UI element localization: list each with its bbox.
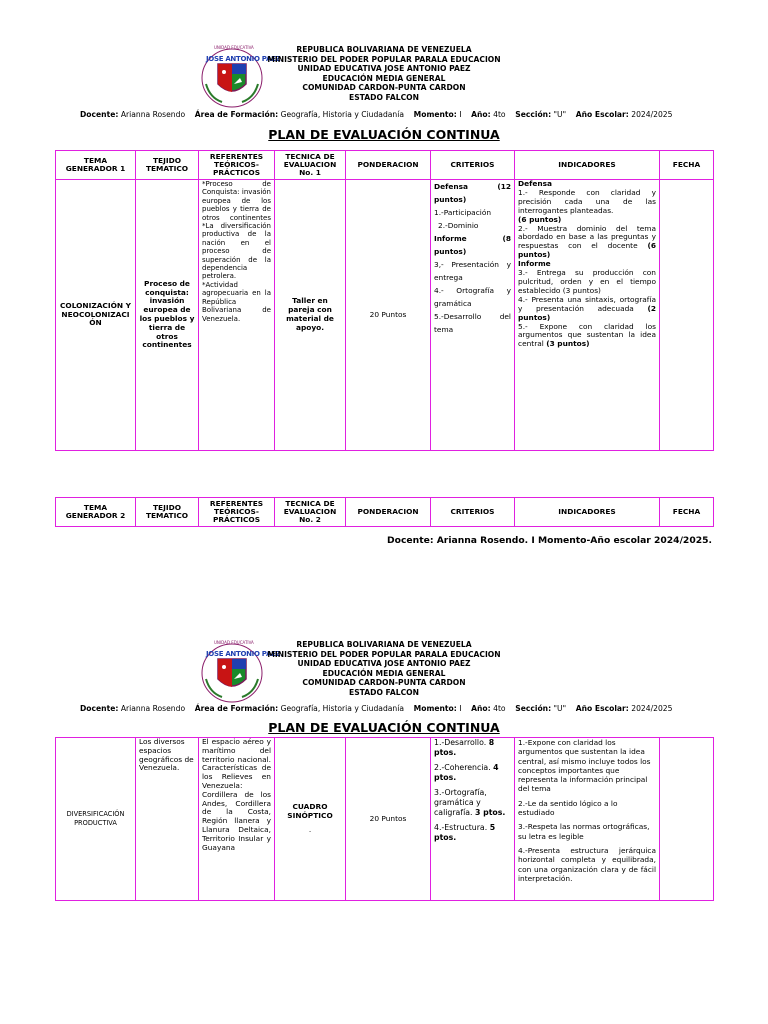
momento-value: I	[459, 110, 462, 119]
col-header: INDICADORES	[515, 151, 660, 180]
anio-value: 4to	[493, 704, 506, 713]
indicador-item	[518, 296, 656, 323]
criterio-item: 1.-Participación	[434, 208, 492, 217]
header-line: REPUBLICA BOLIVARIANA DE VENEZUELA	[296, 45, 472, 54]
indicador-points: (2 puntos)	[518, 303, 657, 322]
criterio-text: 1.-Desarrollo.	[434, 738, 487, 747]
fecha-cell	[660, 180, 714, 451]
docente-label: Docente:	[80, 110, 119, 119]
col-header: FECHA	[660, 151, 714, 180]
info-line	[80, 704, 672, 713]
header-line: COMUNIDAD CARDON-PUNTA CARDON	[302, 83, 466, 92]
escolar-value: 2024/2025	[631, 110, 673, 119]
header-line: EDUCACIÓN MEDIA GENERAL	[322, 73, 446, 83]
area-value: Geografía, Historia y Ciudadanía	[280, 110, 405, 119]
criterio-item: 3,- Presentación y entrega	[434, 260, 511, 282]
docente-value: Arianna Rosendo	[120, 110, 186, 119]
logo-arc-text: JOSE ANTONIO PAEZ	[206, 55, 281, 63]
col-header: TECNICA DE EVALUACION No. 1	[275, 151, 346, 180]
logo-top-text: UNIDAD EDUCATIVA	[214, 45, 254, 50]
indicador-text: 4.- Presenta una sintaxis, ortografía y presentación adecuada	[518, 294, 656, 313]
area-label: Área de Formación:	[194, 110, 279, 119]
indicador-points: (3 puntos)	[546, 339, 590, 349]
col-header: TEMA GENERADOR 1	[56, 151, 136, 180]
criterio-group: Informe (8 puntos)	[434, 234, 511, 256]
plan-title: PLAN DE EVALUACIÓN CONTINUA	[268, 720, 500, 735]
header-line: REPUBLICA BOLIVARIANA DE VENEZUELA	[296, 640, 472, 649]
criterio-group: Defensa (12 puntos)	[434, 182, 511, 204]
anio-label: Año:	[471, 110, 491, 119]
seccion-value: "U"	[553, 110, 567, 119]
table-row	[56, 180, 714, 451]
momento-value: I	[459, 704, 462, 713]
header-line: ESTADO FALCON	[349, 92, 419, 102]
tecnica-cell: Taller en pareja con material de apoyo.	[275, 180, 346, 451]
col-header: PONDERACION	[346, 498, 431, 527]
fecha-cell	[660, 738, 714, 901]
tejido-cell: Proceso de conquista: invasión europea de los pueblos y tierra de otros continentes	[136, 180, 199, 451]
indicador-item: 1.- Responde con claridad y precisión cada una de las interrogantes planteadas.	[518, 187, 656, 215]
criterio-item	[434, 788, 511, 818]
header-line: COMUNIDAD CARDON-PUNTA CARDON	[302, 678, 466, 687]
criterio-item	[434, 763, 511, 783]
col-header: TEMA GENERADOR 2	[56, 498, 136, 527]
criterio-text: 3.-Ortografía, gramática y caligrafía.	[434, 788, 487, 817]
docente-label: Docente:	[80, 704, 119, 713]
tema-cell: DIVERSIFICACIÓN PRODUCTIVA	[56, 738, 136, 901]
logo-top-text: UNIDAD EDUCATIVA	[214, 640, 254, 645]
criterio-item	[434, 823, 511, 843]
evaluation-table-3	[55, 737, 714, 901]
momento-label: Momento:	[413, 704, 457, 713]
col-header: REFERENTES TEÓRICOS-PRÁCTICOS	[199, 151, 275, 180]
tejido-cell: Los diversos espacios geográficos de Venezuela.	[136, 738, 199, 901]
criterio-item: 5.-Desarrollo del tema	[434, 312, 511, 334]
ponderacion-cell: 20 Puntos	[346, 738, 431, 901]
indicador-group: Informe	[518, 259, 551, 269]
table-header-row	[56, 498, 714, 527]
col-header: REFERENTES TEÓRICOS-PRÁCTICOS	[199, 498, 275, 527]
anio-label: Año:	[471, 704, 491, 713]
indicador-points: (6 puntos)	[518, 241, 656, 260]
criterios-cell	[431, 738, 515, 901]
header-line: UNIDAD EDUCATIVA JOSE ANTONIO PAEZ	[297, 64, 471, 73]
indicador-item	[518, 225, 656, 261]
criterios-cell	[431, 180, 515, 451]
area-value: Geografía, Historia y Ciudadanía	[280, 704, 405, 713]
indicador-item: 1.-Expone con claridad los argumentos que sustentan la idea central, así mismo incluye todos los conceptos importantes que representa la información principal del tema	[518, 738, 651, 794]
col-header: PONDERACION	[346, 151, 431, 180]
header-line: ESTADO FALCON	[349, 687, 419, 697]
header-line: MINISTERIO DEL PODER POPULAR PARALA EDUCACION	[267, 649, 501, 659]
momento-label: Momento:	[413, 110, 457, 119]
institution-header	[0, 640, 768, 697]
indicador-item: 3.- Entrega su producción con pulcritud, orden y en el tiempo establecido (3 puntos)	[518, 268, 656, 295]
institution-header	[0, 45, 768, 102]
criterio-text: 4.-Estructura.	[434, 823, 488, 832]
indicador-item: 3.-Respeta las normas ortográficas, su letra es legible	[518, 822, 650, 841]
anio-value: 4to	[493, 110, 506, 119]
tecnica-text: CUADRO SINÓPTICO	[287, 801, 333, 820]
info-line	[80, 110, 672, 119]
criterio-item: 4.- Ortografía y gramática	[434, 286, 511, 308]
criterio-points: 8 ptos.	[434, 738, 495, 757]
criterio-points: 3 ptos.	[474, 808, 506, 817]
area-label: Área de Formación:	[194, 704, 279, 713]
tema-cell: COLONIZACIÓN Y NEOCOLONIZACIÓN	[56, 180, 136, 451]
indicador-text: 2.- Muestra dominio del tema abordado en base a las preguntas y respuestas con el docente	[518, 223, 656, 251]
evaluation-table-1	[55, 150, 714, 451]
referentes-cell: *Proceso de Conquista: invasión europea de los pueblos y tierra de otros continentes *La diversificación productiva de la nación en el proceso de superación de la dependencia petrolera. *Actividad agropecuaria en la República Bolivariana de Venezuela.	[199, 180, 275, 451]
indicador-text: 5.- Expone con claridad los argumentos que sustentan la idea central	[518, 321, 656, 349]
header-line: MINISTERIO DEL PODER POPULAR PARALA EDUCACION	[267, 54, 501, 64]
header-line: EDUCACIÓN MEDIA GENERAL	[322, 668, 446, 678]
escolar-label: Año Escolar:	[575, 110, 629, 119]
plan-title: PLAN DE EVALUACIÓN CONTINUA	[268, 127, 500, 142]
escolar-label: Año Escolar:	[575, 704, 629, 713]
seccion-label: Sección:	[515, 704, 552, 713]
indicadores-cell	[515, 180, 660, 451]
criterio-points: 5 ptos.	[434, 823, 496, 842]
table-row	[56, 738, 714, 901]
ponderacion-cell: 20 Puntos	[346, 180, 431, 451]
seccion-value: "U"	[553, 704, 567, 713]
indicador-item: 4.-Presenta estructura jerárquica horizontal completa y equilibrada, con una organización clara y de fácil interpretación.	[518, 845, 656, 883]
escolar-value: 2024/2025	[631, 704, 673, 713]
criterio-item: 2.-Dominio	[438, 221, 479, 230]
col-header: CRITERIOS	[431, 151, 515, 180]
col-header: INDICADORES	[515, 498, 660, 527]
seccion-label: Sección:	[515, 110, 552, 119]
indicadores-cell	[515, 738, 660, 901]
indicador-item: 2.-Le da sentido lógico a lo estudiado	[518, 798, 618, 818]
indicador-item	[518, 323, 656, 350]
col-header: TEJIDO TEMATICO	[136, 151, 199, 180]
col-header: TEJIDO TEMATICO	[136, 498, 199, 527]
col-header: TECNICA DE EVALUACION No. 2	[275, 498, 346, 527]
criterio-item	[434, 738, 511, 758]
footer-docente: Docente: Arianna Rosendo. I Momento-Año escolar 2024/2025.	[387, 535, 712, 546]
criterio-text: 2.-Coherencia.	[434, 763, 491, 772]
col-header: FECHA	[660, 498, 714, 527]
evaluation-table-2	[55, 497, 714, 527]
col-header: CRITERIOS	[431, 498, 515, 527]
header-line: UNIDAD EDUCATIVA JOSE ANTONIO PAEZ	[297, 659, 471, 668]
indicador-points: (6 puntos)	[518, 214, 562, 224]
referentes-cell: El espacio aéreo y marítimo del territorio nacional. Características de los Relieves en Venezuela: Cordillera de los Andes, Cordillera de la Costa, Región llanera y Llanura Deltaica, Territorio Insular y Guayana	[199, 738, 275, 901]
table-header-row	[56, 151, 714, 180]
tecnica-cell	[275, 738, 346, 901]
tecnica-dot: .	[308, 825, 312, 835]
indicador-group: Defensa	[518, 179, 553, 188]
docente-value: Arianna Rosendo	[120, 704, 186, 713]
logo-arc-text: JOSE ANTONIO PAEZ	[206, 650, 281, 658]
criterio-points: 4 ptos.	[434, 763, 499, 782]
